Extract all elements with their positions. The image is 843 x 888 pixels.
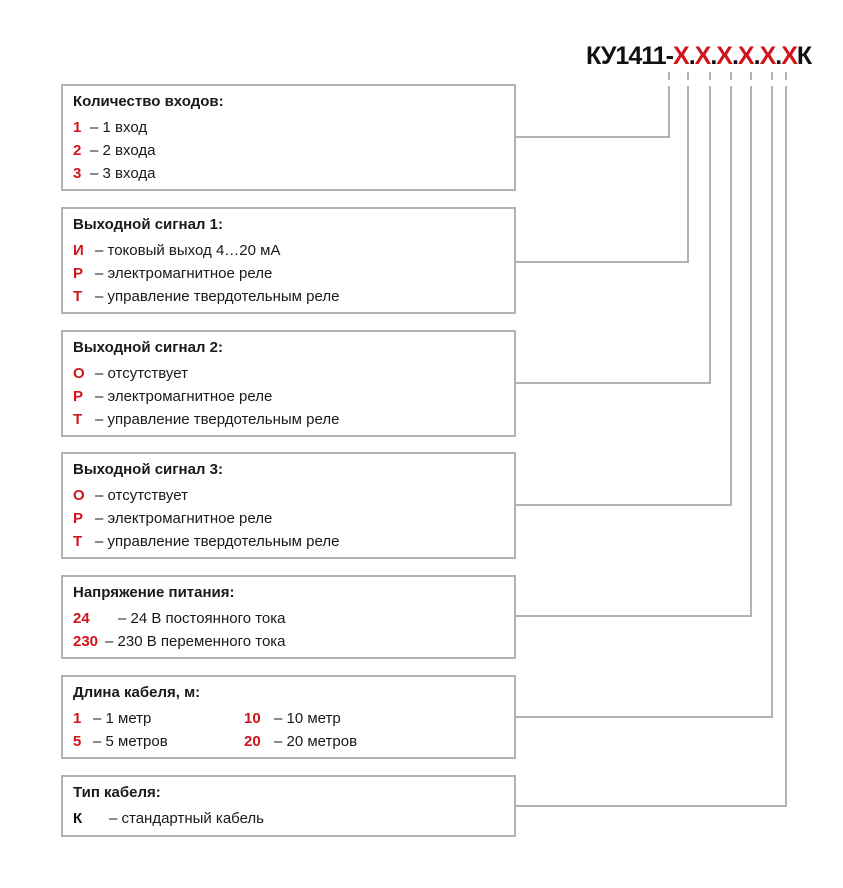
section-title: Выходной сигнал 3: bbox=[73, 461, 223, 478]
option-desc: – 2 входа bbox=[90, 142, 156, 159]
list-item bbox=[73, 630, 514, 653]
list-item bbox=[73, 707, 514, 730]
section-cable-type bbox=[61, 775, 516, 837]
code-slot-6: X bbox=[781, 42, 797, 70]
code-separator: . bbox=[731, 42, 738, 70]
option-desc: – управление твердотельным реле bbox=[95, 288, 340, 305]
option-key: И bbox=[73, 242, 84, 259]
list-item bbox=[73, 385, 514, 408]
section-output-1 bbox=[61, 207, 516, 314]
option-key: 1 bbox=[73, 710, 82, 727]
option-key: 2 bbox=[73, 142, 82, 159]
option-key: 1 bbox=[73, 119, 82, 136]
list-item bbox=[73, 162, 514, 185]
model-code-prefix: КУ1411- bbox=[586, 42, 673, 70]
list-item bbox=[73, 807, 514, 830]
option-desc: – электромагнитное реле bbox=[95, 510, 273, 527]
list-item bbox=[73, 730, 514, 753]
code-separator: . bbox=[753, 42, 760, 70]
section-title: Длина кабеля, м: bbox=[73, 684, 201, 701]
list-item bbox=[73, 530, 514, 553]
option-desc: – электромагнитное реле bbox=[95, 265, 273, 282]
option-key: Р bbox=[73, 388, 84, 405]
option-key: 24 bbox=[73, 610, 90, 627]
option-desc: – 10 метр bbox=[274, 710, 341, 727]
code-separator: . bbox=[710, 42, 717, 70]
section-inputs bbox=[61, 84, 516, 191]
option-key: О bbox=[73, 365, 85, 382]
model-code-suffix: К bbox=[796, 42, 812, 70]
list-item bbox=[73, 362, 514, 385]
code-slot-4: X bbox=[737, 42, 754, 70]
option-key: Т bbox=[73, 533, 83, 550]
connector-output2 bbox=[516, 86, 710, 383]
connector-power bbox=[516, 86, 751, 616]
option-desc: – 24 В постоянного тока bbox=[118, 610, 286, 627]
section-output-2 bbox=[61, 330, 516, 437]
option-key: 230 bbox=[73, 633, 99, 650]
code-slot-2: X bbox=[694, 42, 711, 70]
list-item bbox=[73, 116, 514, 139]
list-item bbox=[73, 262, 514, 285]
section-cable-length bbox=[61, 675, 516, 759]
option-desc: – 1 метр bbox=[93, 710, 152, 727]
section-title: Выходной сигнал 1: bbox=[73, 216, 223, 233]
option-key: 5 bbox=[73, 733, 82, 750]
option-desc: – отсутствует bbox=[95, 365, 188, 382]
option-key: 3 bbox=[73, 165, 82, 182]
list-item bbox=[73, 285, 514, 308]
list-item bbox=[73, 484, 514, 507]
code-separator: . bbox=[688, 42, 695, 70]
connector-output3 bbox=[516, 86, 731, 505]
option-desc: – управление твердотельным реле bbox=[95, 533, 340, 550]
section-title: Напряжение питания: bbox=[73, 584, 235, 601]
list-item bbox=[73, 607, 514, 630]
code-slot-3: X bbox=[716, 42, 732, 70]
list-item bbox=[73, 408, 514, 431]
section-title: Выходной сигнал 2: bbox=[73, 339, 223, 356]
option-desc: – 20 метров bbox=[274, 733, 358, 750]
connector-output1 bbox=[516, 86, 688, 262]
option-key: 10 bbox=[244, 710, 261, 727]
option-key: 20 bbox=[244, 733, 261, 750]
option-desc: – 3 входа bbox=[90, 165, 156, 182]
section-title: Тип кабеля: bbox=[73, 784, 161, 801]
section-output-3 bbox=[61, 452, 516, 559]
option-desc: – отсутствует bbox=[95, 487, 188, 504]
option-key: К bbox=[73, 810, 83, 827]
code-slot-1: X bbox=[673, 42, 689, 70]
option-desc: – управление твердотельным реле bbox=[95, 411, 340, 428]
list-item bbox=[244, 707, 341, 730]
code-slot-5: X bbox=[759, 42, 776, 70]
option-key: О bbox=[73, 487, 85, 504]
connector-cable-type bbox=[516, 86, 786, 806]
list-item bbox=[73, 239, 514, 262]
option-desc: – токовый выход 4…20 мА bbox=[95, 242, 281, 259]
section-power-supply bbox=[61, 575, 516, 659]
option-key: Т bbox=[73, 411, 83, 428]
option-desc: – 1 вход bbox=[90, 119, 148, 136]
option-desc: – электромагнитное реле bbox=[95, 388, 273, 405]
option-key: Р bbox=[73, 510, 84, 527]
list-item bbox=[244, 730, 357, 753]
list-item bbox=[73, 139, 514, 162]
list-item bbox=[73, 507, 514, 530]
option-desc: – стандартный кабель bbox=[109, 810, 264, 827]
option-desc: – 230 В переменного тока bbox=[105, 633, 286, 650]
option-desc: – 5 метров bbox=[93, 733, 168, 750]
code-separator: . bbox=[775, 42, 782, 70]
section-title: Количество входов: bbox=[73, 93, 224, 110]
connector-inputs bbox=[516, 86, 669, 137]
option-key: Р bbox=[73, 265, 84, 282]
option-key: Т bbox=[73, 288, 83, 305]
connector-cable-length bbox=[516, 86, 772, 717]
